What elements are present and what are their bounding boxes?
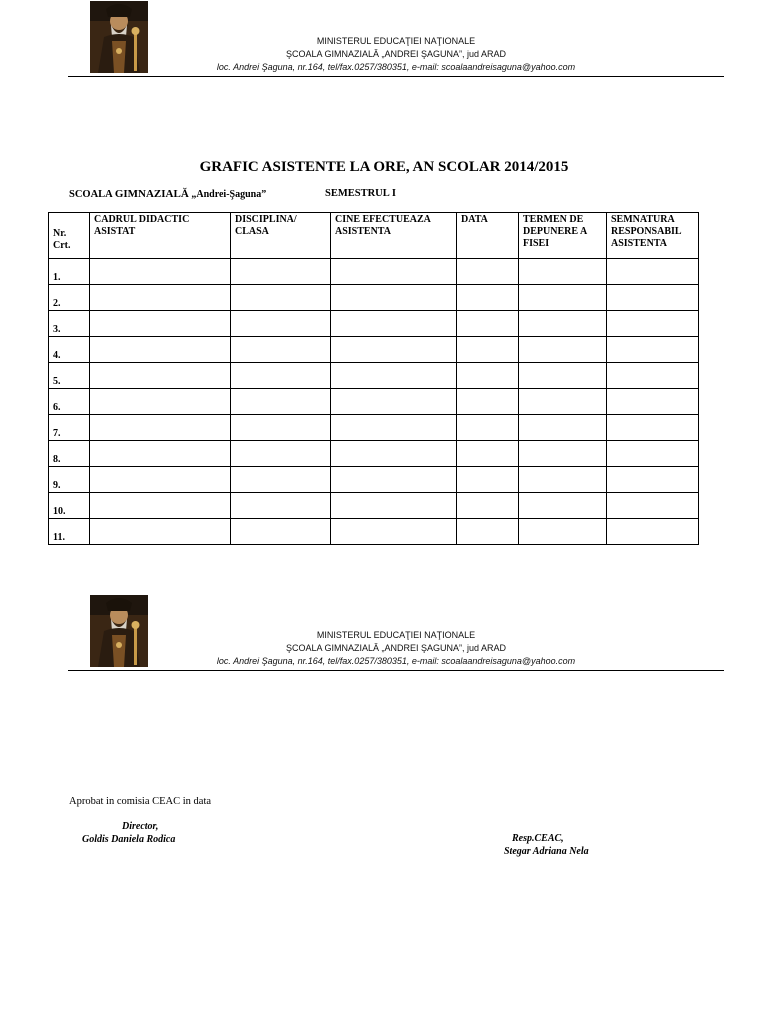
row-number: 1. bbox=[49, 259, 90, 285]
table-cell[interactable] bbox=[607, 285, 699, 311]
table-cell[interactable] bbox=[519, 415, 607, 441]
table-cell[interactable] bbox=[90, 467, 231, 493]
table-cell[interactable] bbox=[607, 337, 699, 363]
table-row bbox=[49, 415, 699, 441]
table-cell[interactable] bbox=[519, 337, 607, 363]
table-cell[interactable] bbox=[90, 519, 231, 545]
table-cell[interactable] bbox=[331, 441, 457, 467]
table-cell[interactable] bbox=[231, 311, 331, 337]
table-cell[interactable] bbox=[331, 363, 457, 389]
school-name: ŞCOALA GIMNAZIALĂ „ANDREI ŞAGUNA”, jud ARAD bbox=[285, 643, 507, 653]
school-type: GIMNAZIALĂ bbox=[114, 188, 189, 200]
table-cell[interactable] bbox=[231, 467, 331, 493]
table-cell[interactable] bbox=[90, 285, 231, 311]
table-cell[interactable] bbox=[457, 519, 519, 545]
table-cell[interactable] bbox=[331, 337, 457, 363]
table-row bbox=[49, 259, 699, 285]
letterhead bbox=[68, 0, 724, 77]
semester-label: SEMESTRUL I bbox=[325, 188, 396, 199]
table-cell[interactable] bbox=[519, 389, 607, 415]
column-header: CINE EFECTUEAZA ASISTENTA bbox=[331, 213, 457, 259]
table-row bbox=[49, 467, 699, 493]
table-cell[interactable] bbox=[231, 259, 331, 285]
table-cell[interactable] bbox=[519, 519, 607, 545]
school-contact: loc. Andrei Şaguna, nr.164, tel/fax.0257/380351, e-mail: scoalaandreisaguna@yahoo.com bbox=[216, 62, 576, 72]
table-cell[interactable] bbox=[90, 311, 231, 337]
table-cell[interactable] bbox=[90, 389, 231, 415]
table-row bbox=[49, 441, 699, 467]
column-header: DISCIPLINA/ CLASA bbox=[231, 213, 331, 259]
table-cell[interactable] bbox=[519, 493, 607, 519]
director-signature bbox=[82, 821, 175, 846]
table-cell[interactable] bbox=[331, 259, 457, 285]
row-number: 10. bbox=[49, 493, 90, 519]
table-cell[interactable] bbox=[90, 363, 231, 389]
table-cell[interactable] bbox=[607, 493, 699, 519]
table-cell[interactable] bbox=[231, 389, 331, 415]
table-cell[interactable] bbox=[607, 363, 699, 389]
table-cell[interactable] bbox=[457, 389, 519, 415]
row-number: 2. bbox=[49, 285, 90, 311]
column-header: Nr. Crt. bbox=[49, 213, 90, 259]
table-cell[interactable] bbox=[90, 259, 231, 285]
table-row bbox=[49, 285, 699, 311]
table-cell[interactable] bbox=[457, 493, 519, 519]
table-cell[interactable] bbox=[457, 415, 519, 441]
ministry-name: MINISTERUL EDUCAŢIEI NAŢIONALE bbox=[316, 630, 476, 640]
table-cell[interactable] bbox=[231, 441, 331, 467]
table-cell[interactable] bbox=[331, 285, 457, 311]
school-name: ŞCOALA GIMNAZIALĂ „ANDREI ŞAGUNA”, jud ARAD bbox=[285, 49, 507, 59]
table-cell[interactable] bbox=[457, 441, 519, 467]
table-cell[interactable] bbox=[457, 259, 519, 285]
table-cell[interactable] bbox=[519, 467, 607, 493]
table-cell[interactable] bbox=[231, 493, 331, 519]
school-contact: loc. Andrei Şaguna, nr.164, tel/fax.0257/380351, e-mail: scoalaandreisaguna@yahoo.com bbox=[216, 656, 576, 666]
school-prefix: SCOALA bbox=[69, 189, 113, 200]
ministry-name: MINISTERUL EDUCAŢIEI NAŢIONALE bbox=[316, 36, 476, 46]
table-cell[interactable] bbox=[607, 519, 699, 545]
table-cell[interactable] bbox=[331, 493, 457, 519]
column-header: CADRUL DIDACTIC ASISTAT bbox=[90, 213, 231, 259]
row-number: 4. bbox=[49, 337, 90, 363]
table-cell[interactable] bbox=[607, 389, 699, 415]
table-cell[interactable] bbox=[90, 415, 231, 441]
table-row bbox=[49, 389, 699, 415]
table-header-row bbox=[49, 213, 699, 259]
table-cell[interactable] bbox=[607, 415, 699, 441]
ceac-role: Resp.CEAC, bbox=[512, 833, 564, 844]
school-quoted-name: „Andrei-Şaguna” bbox=[191, 189, 267, 200]
table-cell[interactable] bbox=[519, 441, 607, 467]
school-line bbox=[69, 188, 266, 200]
row-number: 3. bbox=[49, 311, 90, 337]
column-header: DATA bbox=[457, 213, 519, 259]
table-cell[interactable] bbox=[90, 493, 231, 519]
table-cell[interactable] bbox=[607, 311, 699, 337]
document-title: GRAFIC ASISTENTE LA ORE, AN SCOLAR 2014/2015 bbox=[199, 159, 569, 175]
table-cell[interactable] bbox=[607, 441, 699, 467]
table-cell[interactable] bbox=[457, 337, 519, 363]
table-cell[interactable] bbox=[519, 259, 607, 285]
director-name: Goldis Daniela Rodica bbox=[82, 833, 176, 845]
attendance-table bbox=[48, 212, 699, 545]
row-number: 8. bbox=[49, 441, 90, 467]
table-cell[interactable] bbox=[519, 311, 607, 337]
table-cell[interactable] bbox=[457, 467, 519, 493]
row-number: 9. bbox=[49, 467, 90, 493]
table-row bbox=[49, 363, 699, 389]
table-cell[interactable] bbox=[90, 441, 231, 467]
table-cell[interactable] bbox=[607, 467, 699, 493]
row-number: 11. bbox=[49, 519, 90, 545]
table-cell[interactable] bbox=[331, 467, 457, 493]
column-header: TERMEN DE DEPUNERE A FISEI bbox=[519, 213, 607, 259]
letterhead-text bbox=[68, 629, 724, 668]
table-cell[interactable] bbox=[457, 363, 519, 389]
table-cell[interactable] bbox=[457, 285, 519, 311]
director-role: Director, bbox=[122, 821, 159, 832]
letterhead-repeat bbox=[68, 594, 724, 671]
table-cell[interactable] bbox=[231, 363, 331, 389]
letterhead-text bbox=[68, 35, 724, 74]
table-cell[interactable] bbox=[231, 337, 331, 363]
ceac-name: Stegar Adriana Nela bbox=[504, 845, 589, 857]
row-number: 7. bbox=[49, 415, 90, 441]
ceac-signature bbox=[504, 833, 589, 858]
approval-note: Aprobat in comisia CEAC in data bbox=[69, 796, 212, 807]
table-cell[interactable] bbox=[457, 311, 519, 337]
row-number: 5. bbox=[49, 363, 90, 389]
column-header: SEMNATURA RESPONSABIL ASISTENTA bbox=[607, 213, 699, 259]
table-cell[interactable] bbox=[231, 285, 331, 311]
table-cell[interactable] bbox=[231, 519, 331, 545]
table-cell[interactable] bbox=[607, 259, 699, 285]
table-cell[interactable] bbox=[331, 311, 457, 337]
table-cell[interactable] bbox=[90, 337, 231, 363]
table-cell[interactable] bbox=[519, 363, 607, 389]
table-row bbox=[49, 337, 699, 363]
table-cell[interactable] bbox=[331, 415, 457, 441]
table-cell[interactable] bbox=[519, 285, 607, 311]
table-cell[interactable] bbox=[331, 519, 457, 545]
table-row bbox=[49, 311, 699, 337]
table-cell[interactable] bbox=[231, 415, 331, 441]
table-row bbox=[49, 519, 699, 545]
row-number: 6. bbox=[49, 389, 90, 415]
table-row bbox=[49, 493, 699, 519]
table-cell[interactable] bbox=[331, 389, 457, 415]
